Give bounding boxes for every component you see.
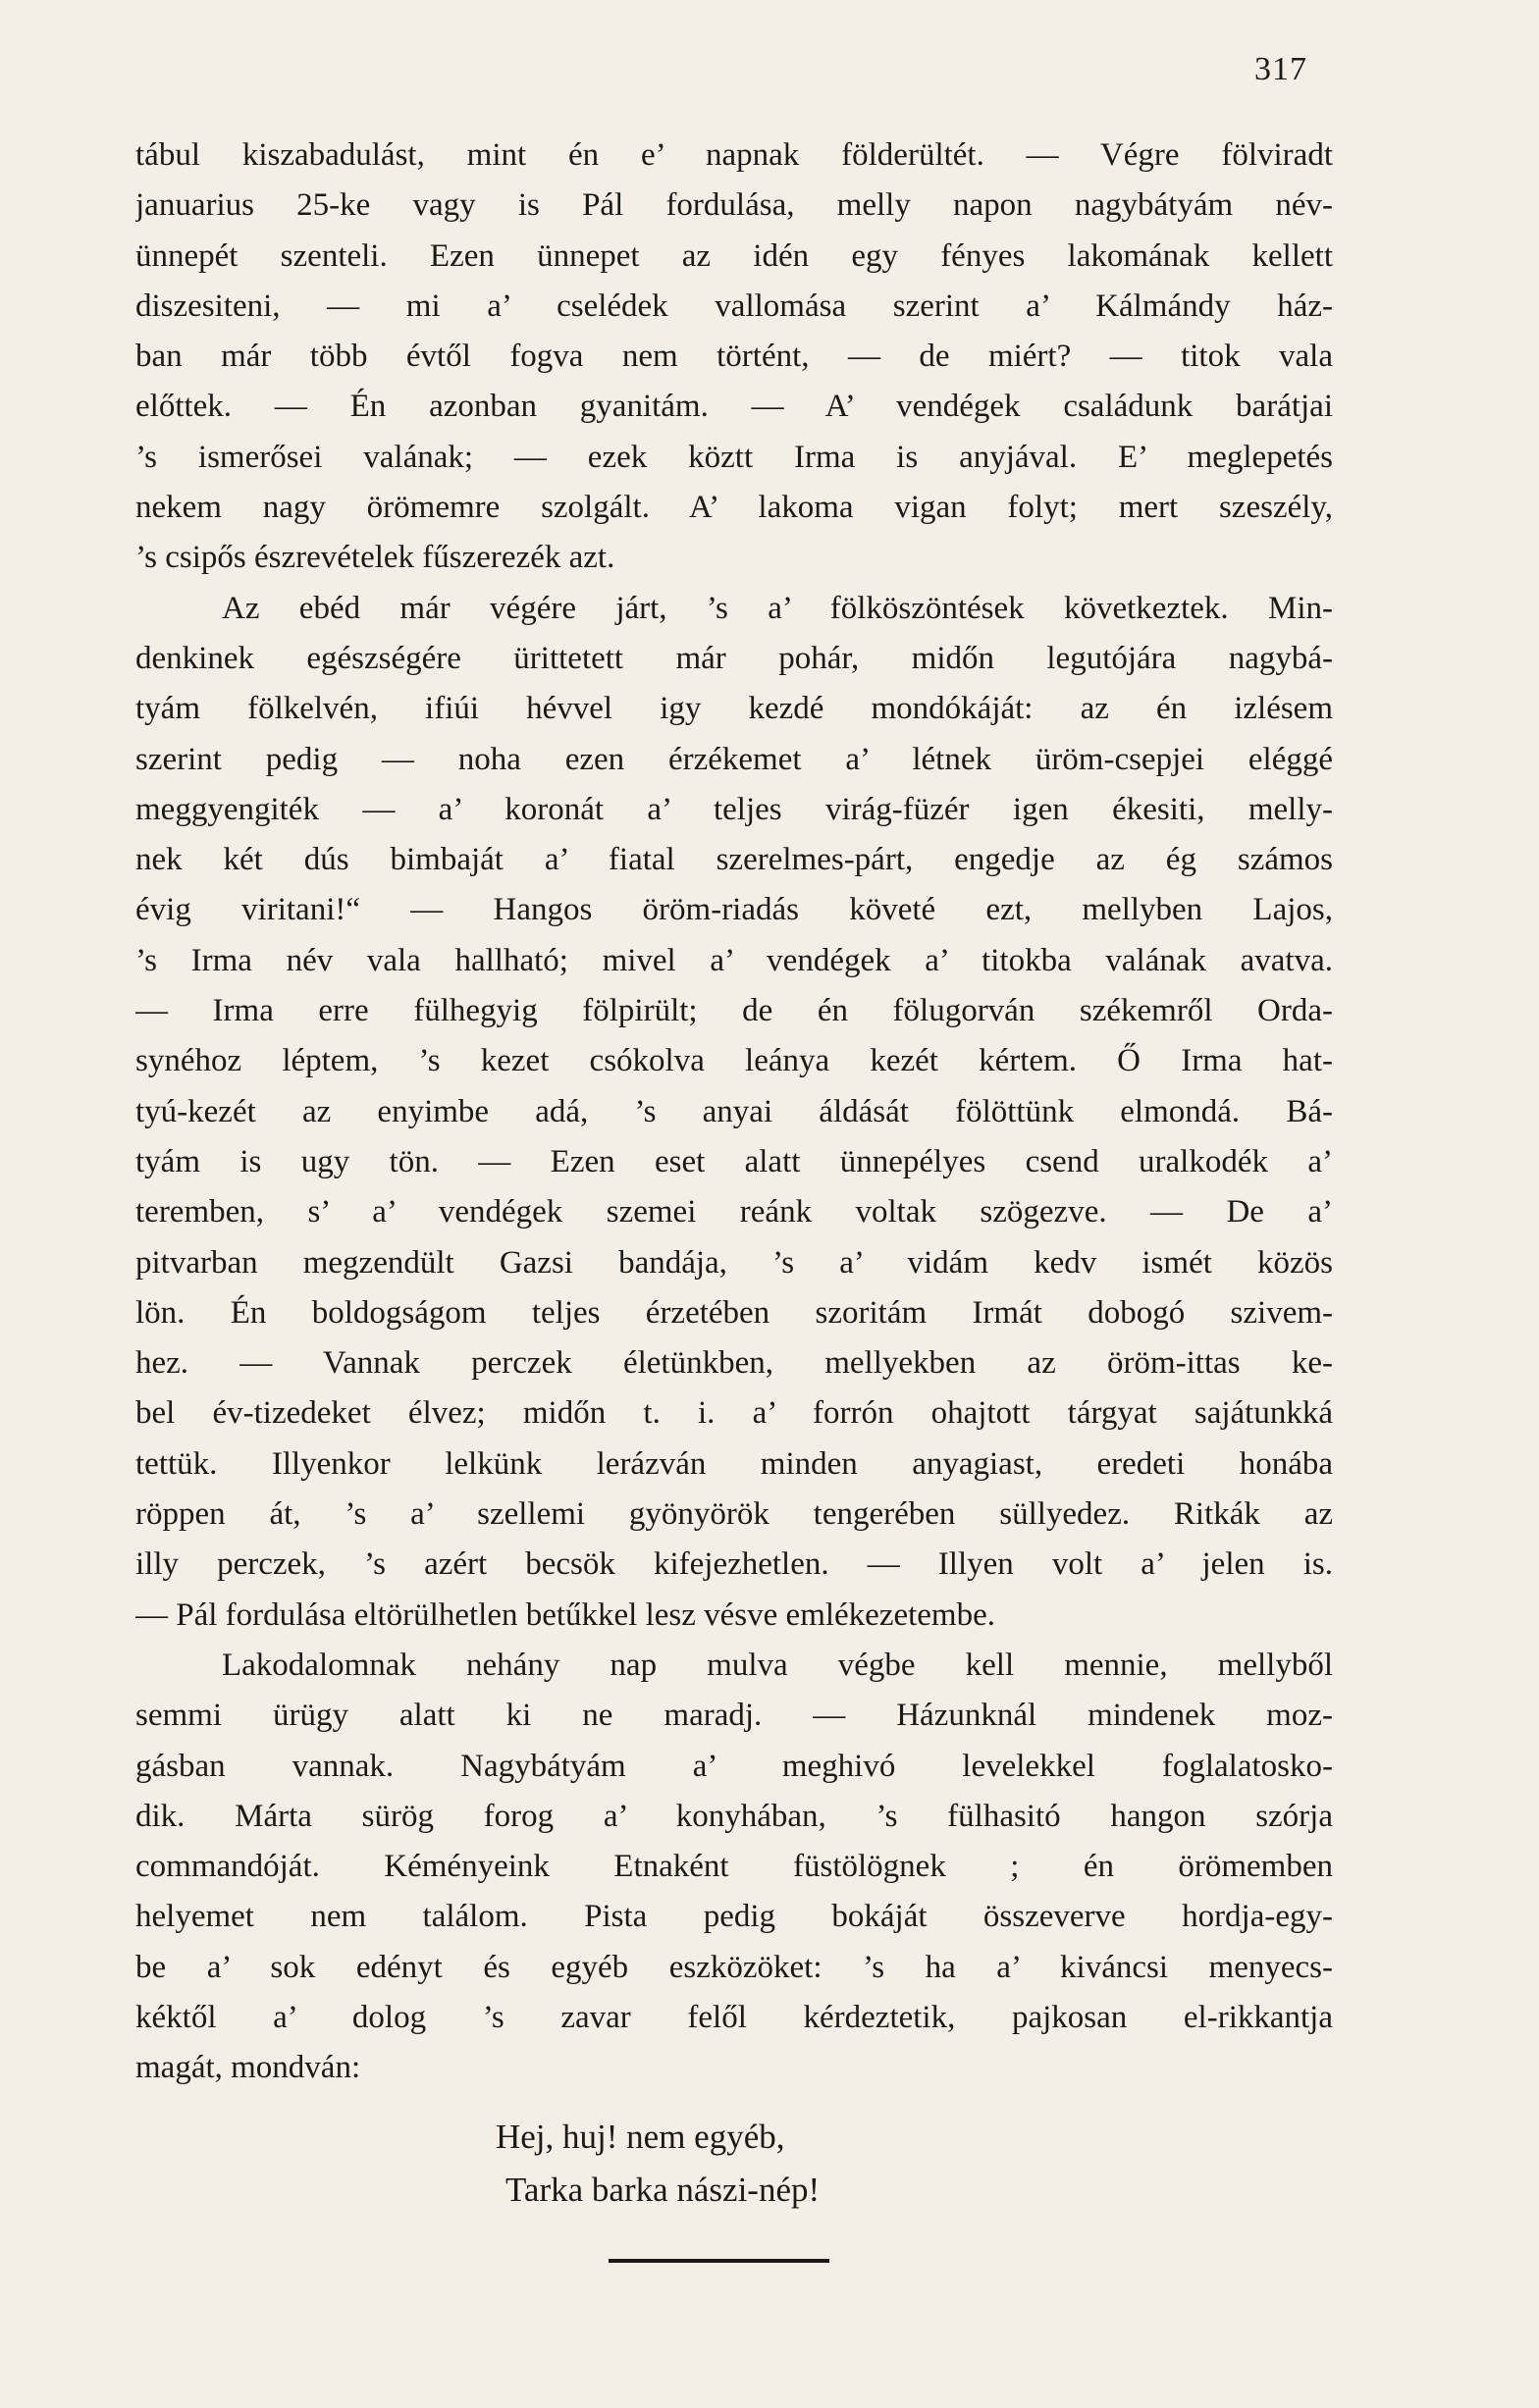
text-line: tyám is ugy tön. — Ezen eset alatt ünnepélyes csend uralkodék a’: [135, 1143, 1333, 1179]
verse-line: Tarka barka nászi-nép!: [505, 2171, 821, 2209]
text-line: tyám fölkelvén, ifiúi hévvel igy kezdé mondókáját: az én izlésem: [135, 691, 1333, 727]
text-line: hez. — Vannak perczek életünkben, mellyekben az öröm-ittas ke-: [135, 1345, 1333, 1382]
text-line: synéhoz léptem, ’s kezet csókolva leánya kezét kértem. Ő Irma hat-: [135, 1043, 1333, 1079]
text-line: magát, mondván:: [135, 2050, 361, 2086]
text-line: bel év-tizedeket élvez; midőn t. i. a’ forrón ohajtott tárgyat sajátunkká: [135, 1395, 1333, 1432]
text-line: diszesiteni, — mi a’ cselédek vallomása szerint a’ Kálmándy ház-: [135, 288, 1333, 324]
text-line: tettük. Illyenkor lelkünk lerázván minden anyagiast, eredeti honába: [135, 1445, 1333, 1482]
text-line: commandóját. Kéményeink Etnaként füstölögnek ; én örömemben: [135, 1849, 1333, 1885]
body-text: [135, 131, 1333, 2094]
page-number: 317: [1254, 51, 1307, 87]
text-line: szerint pedig — noha ezen érzékemet a’ létnek üröm-csepjei eléggé: [135, 741, 1333, 777]
text-line: semmi ürügy alatt ki ne maradj. — Házunknál mindenek moz-: [135, 1698, 1333, 1734]
text-line: kéktől a’ dolog ’s zavar felől kérdeztetik, pajkosan el-rikkantja: [135, 1999, 1333, 2035]
text-line: évig viritani!“ — Hangos öröm-riadás követé ezt, mellyben Lajos,: [135, 892, 1333, 928]
text-line: meggyengiték — a’ koronát a’ teljes virág-füzér igen ékesiti, melly-: [135, 791, 1333, 827]
text-line: januarius 25-ke vagy is Pál fordulása, melly napon nagybátyám név-: [135, 187, 1333, 224]
text-line: pitvarban megzendült Gazsi bandája, ’s a’ vidám kedv ismét közös: [135, 1244, 1333, 1281]
text-line: tábul kiszabadulást, mint én e’ napnak földerültét. — Végre fölviradt: [135, 137, 1333, 173]
text-line: denkinek egészségére ürittetett már pohár, midőn legutójára nagybá-: [135, 640, 1333, 676]
text-line: ’s ismerősei valának; — ezek köztt Irma is anyjával. E’ meglepetés: [135, 439, 1333, 475]
text-line: röppen át, ’s a’ szellemi gyönyörök tengerében süllyedez. Ritkák az: [135, 1496, 1333, 1533]
text-line: lön. Én boldogságom teljes érzetében szoritám Irmát dobogó szivem-: [135, 1294, 1333, 1331]
text-line: dik. Márta sürög forog a’ konyhában, ’s fülhasitó hangon szórja: [135, 1798, 1333, 1834]
text-line: teremben, s’ a’ vendégek szemei reánk voltak szögezve. — De a’: [135, 1194, 1333, 1230]
end-rule: [609, 2259, 829, 2263]
text-line: előttek. — Én azonban gyanitám. — A’ vendégek családunk barátjai: [135, 389, 1333, 425]
text-line: ’s csipős észrevételek fűszerezék azt.: [135, 540, 615, 576]
text-line: Az ebéd már végére járt, ’s a’ fölköszöntések következtek. Min-: [222, 590, 1333, 626]
text-line: — Irma erre fülhegyig fölpirült; de én fölugorván székemről Orda-: [135, 993, 1333, 1029]
text-line: gásban vannak. Nagybátyám a’ meghivó levelekkel foglalatosko-: [135, 1748, 1333, 1784]
text-line: be a’ sok edényt és egyéb eszközöket: ’s ha a’ kiváncsi menyecs-: [135, 1949, 1333, 1985]
text-line: helyemet nem találom. Pista pedig bokáját összeverve hordja-egy-: [135, 1899, 1333, 1935]
text-line: tyú-kezét az enyimbe adá, ’s anyai áldását fölöttünk elmondá. Bá-: [135, 1093, 1333, 1129]
verse-line: Hej, huj! nem egyéb,: [496, 2118, 785, 2156]
text-line: nekem nagy örömemre szolgált. A’ lakoma vigan folyt; mert szeszély,: [135, 490, 1333, 526]
text-line: ban már több évtől fogva nem történt, — de miért? — titok vala: [135, 339, 1333, 375]
text-line: — Pál fordulása eltörülhetlen betűkkel lesz vésve emlékezetembe.: [135, 1597, 995, 1633]
text-line: nek két dús bimbaját a’ fiatal szerelmes-párt, engedje az ég számos: [135, 842, 1333, 878]
text-line: ’s Irma név vala hallható; mivel a’ vendégek a’ titokba valának avatva.: [135, 942, 1333, 978]
text-line: illy perczek, ’s azért becsök kifejezhetlen. — Illyen volt a’ jelen is.: [135, 1546, 1333, 1583]
text-line: ünnepét szenteli. Ezen ünnepet az idén egy fényes lakomának kellett: [135, 237, 1333, 274]
text-line: Lakodalomnak nehány nap mulva végbe kell mennie, mellyből: [222, 1647, 1333, 1683]
